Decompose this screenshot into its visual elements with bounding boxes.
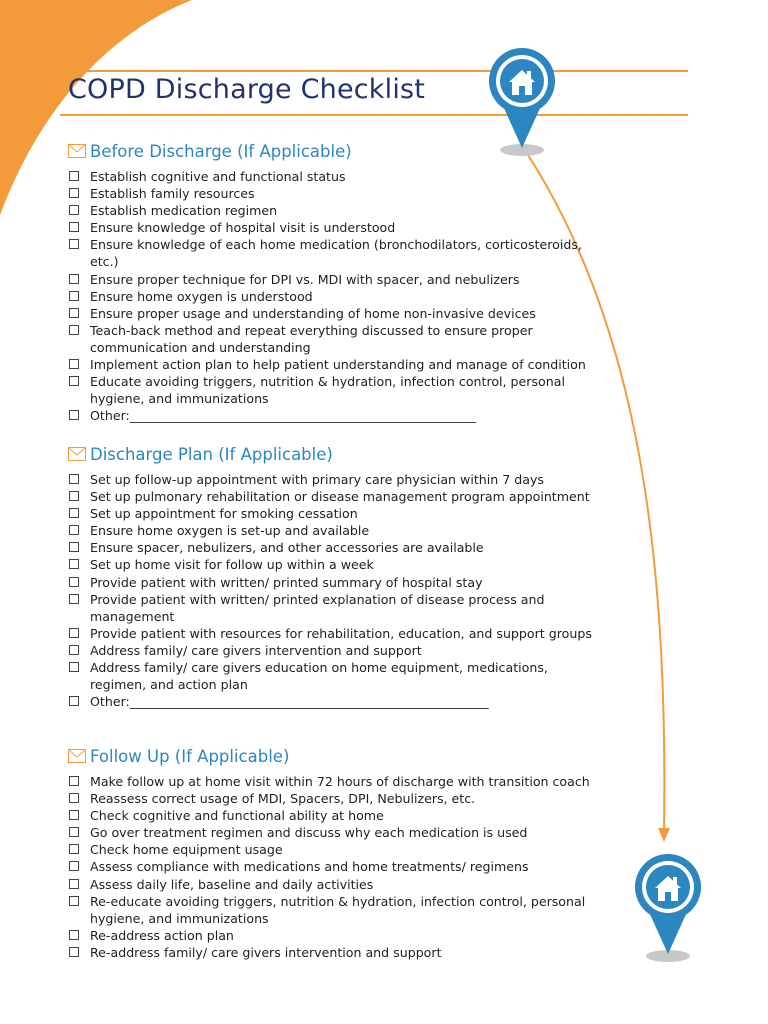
item-text: Other:_________________________________________________________ xyxy=(90,694,489,710)
checklist-item xyxy=(68,824,598,841)
checklist-item xyxy=(68,841,598,858)
checklist-item xyxy=(68,322,598,356)
checkbox[interactable] xyxy=(69,827,79,837)
page-title: COPD Discharge Checklist xyxy=(68,74,426,105)
section-before-discharge xyxy=(68,138,598,424)
item-text: Ensure proper usage and understanding of home non-invasive devices xyxy=(90,305,536,321)
checklist-item xyxy=(68,642,598,659)
checkbox[interactable] xyxy=(69,594,79,604)
item-text: Establish medication regimen xyxy=(90,203,278,219)
checklist-item xyxy=(68,185,598,202)
checkbox[interactable] xyxy=(69,776,79,786)
section-title: Before Discharge (If Applicable) xyxy=(90,141,352,161)
checkbox[interactable] xyxy=(69,308,79,318)
envelope-icon xyxy=(68,144,86,158)
item-text: Ensure knowledge of each home medication (bronchodilators, corticosteroids, etc.) xyxy=(90,237,582,270)
item-text: Ensure knowledge of hospital visit is understood xyxy=(90,220,396,236)
item-text: Implement action plan to help patient understanding and manage of condition xyxy=(90,357,586,373)
section-header xyxy=(68,441,598,467)
checkbox[interactable] xyxy=(69,930,79,940)
item-text: Ensure home oxygen is understood xyxy=(90,288,313,304)
item-text: Ensure home oxygen is set-up and available xyxy=(90,523,370,539)
checklist-item xyxy=(68,505,598,522)
checklist-item xyxy=(68,288,598,305)
checklist-item-other xyxy=(68,693,598,710)
checklist-item xyxy=(68,202,598,219)
item-text: Address family/ care givers intervention and support xyxy=(90,642,422,658)
item-text: Ensure proper technique for DPI vs. MDI with spacer, and nebulizers xyxy=(90,271,520,287)
checkbox[interactable] xyxy=(69,222,79,232)
checklist-item xyxy=(68,927,598,944)
item-text: Assess daily life, baseline and daily activities xyxy=(90,876,374,892)
checklist-item xyxy=(68,790,598,807)
item-text: Provide patient with resources for rehabilitation, education, and support groups xyxy=(90,625,592,641)
checklist-item xyxy=(68,539,598,556)
home-pin-icon xyxy=(630,850,706,966)
item-text: Reassess correct usage of MDI, Spacers, DPI, Nebulizers, etc. xyxy=(90,791,476,807)
checklist-item xyxy=(68,807,598,824)
checklist-item xyxy=(68,556,598,573)
checkbox[interactable] xyxy=(69,896,79,906)
item-text: Set up follow-up appointment with primary care physician within 7 days xyxy=(90,472,544,487)
checklist-item xyxy=(68,356,598,373)
envelope-icon xyxy=(68,749,86,763)
item-text: Check cognitive and functional ability at home xyxy=(90,808,384,824)
checklist-item xyxy=(68,373,598,407)
item-text: Re-address family/ care givers intervention and support xyxy=(90,944,442,960)
checklist-item xyxy=(68,488,598,505)
item-text: Provide patient with written/ printed summary of hospital stay xyxy=(90,574,483,590)
item-text: Educate avoiding triggers, nutrition & hydration, infection control, personal hygiene, and immunizations xyxy=(90,374,565,407)
item-text: Re-address action plan xyxy=(90,927,234,943)
section-header xyxy=(68,743,598,769)
item-text: Go over treatment regimen and discuss why each medication is used xyxy=(90,825,528,841)
checkbox[interactable] xyxy=(69,508,79,518)
checkbox[interactable] xyxy=(69,577,79,587)
checkbox[interactable] xyxy=(69,810,79,820)
checkbox[interactable] xyxy=(69,628,79,638)
checkbox[interactable] xyxy=(69,542,79,552)
section-title: Discharge Plan (If Applicable) xyxy=(90,444,333,464)
checkbox[interactable] xyxy=(69,793,79,803)
checklist-item xyxy=(68,219,598,236)
checkbox[interactable] xyxy=(69,525,79,535)
checklist-item xyxy=(68,236,598,270)
checklist-item xyxy=(68,659,598,693)
checklist xyxy=(68,773,598,961)
item-text: Establish cognitive and functional status xyxy=(90,169,346,184)
checkbox[interactable] xyxy=(69,947,79,957)
item-text: Establish family resources xyxy=(90,186,255,202)
item-text: Re-educate avoiding triggers, nutrition & hydration, infection control, personal hygiene, and immunizations xyxy=(90,893,586,926)
checklist-item xyxy=(68,574,598,591)
checklist-item-other xyxy=(68,407,598,424)
checklist-item xyxy=(68,271,598,288)
section-title: Follow Up (If Applicable) xyxy=(90,746,290,766)
checklist-item xyxy=(68,591,598,625)
checkbox[interactable] xyxy=(69,410,79,420)
checklist xyxy=(68,471,598,710)
checkbox[interactable] xyxy=(69,188,79,198)
checklist xyxy=(68,168,598,424)
checkbox[interactable] xyxy=(69,171,79,181)
section-follow-up xyxy=(68,743,598,961)
checkbox[interactable] xyxy=(69,696,79,706)
checkbox[interactable] xyxy=(69,645,79,655)
item-text: Provide patient with written/ printed explanation of disease process and management xyxy=(90,591,545,624)
envelope-icon xyxy=(68,447,86,461)
item-text: Set up home visit for follow up within a week xyxy=(90,557,374,573)
checkbox[interactable] xyxy=(69,879,79,889)
checkbox[interactable] xyxy=(69,359,79,369)
checklist-item xyxy=(68,773,598,790)
checkbox[interactable] xyxy=(69,291,79,301)
item-text: Set up appointment for smoking cessation xyxy=(90,506,358,522)
checkbox[interactable] xyxy=(69,662,79,672)
checkbox[interactable] xyxy=(69,559,79,569)
checklist-item xyxy=(68,876,598,893)
checklist-item xyxy=(68,944,598,961)
checklist-item xyxy=(68,522,598,539)
item-text: Ensure spacer, nebulizers, and other accessories are available xyxy=(90,540,484,556)
checklist-item xyxy=(68,625,598,642)
checklist-item xyxy=(68,893,598,927)
checkbox[interactable] xyxy=(69,491,79,501)
checklist-item xyxy=(68,858,598,875)
item-text: Set up pulmonary rehabilitation or disease management program appointment xyxy=(90,489,590,505)
section-header xyxy=(68,138,598,164)
checklist-item xyxy=(68,305,598,322)
checklist-item xyxy=(68,471,598,488)
checkbox[interactable] xyxy=(69,844,79,854)
checklist-item xyxy=(68,168,598,185)
checkbox[interactable] xyxy=(69,376,79,386)
checkbox[interactable] xyxy=(69,239,79,249)
item-text: Teach-back method and repeat everything discussed to ensure proper communication and understanding xyxy=(90,322,533,355)
item-text: Check home equipment usage xyxy=(90,842,283,858)
checkbox[interactable] xyxy=(69,861,79,871)
checkbox[interactable] xyxy=(69,205,79,215)
checkbox[interactable] xyxy=(69,474,79,484)
item-text: Address family/ care givers education on home equipment, medications, regimen, and action plan xyxy=(90,660,548,693)
checkbox[interactable] xyxy=(69,274,79,284)
section-discharge-plan xyxy=(68,441,598,710)
checkbox[interactable] xyxy=(69,325,79,335)
item-text: Make follow up at home visit within 72 hours of discharge with transition coach xyxy=(90,774,590,789)
item-text: Other:_______________________________________________________ xyxy=(90,408,477,424)
item-text: Assess compliance with medications and home treatments/ regimens xyxy=(90,859,529,875)
